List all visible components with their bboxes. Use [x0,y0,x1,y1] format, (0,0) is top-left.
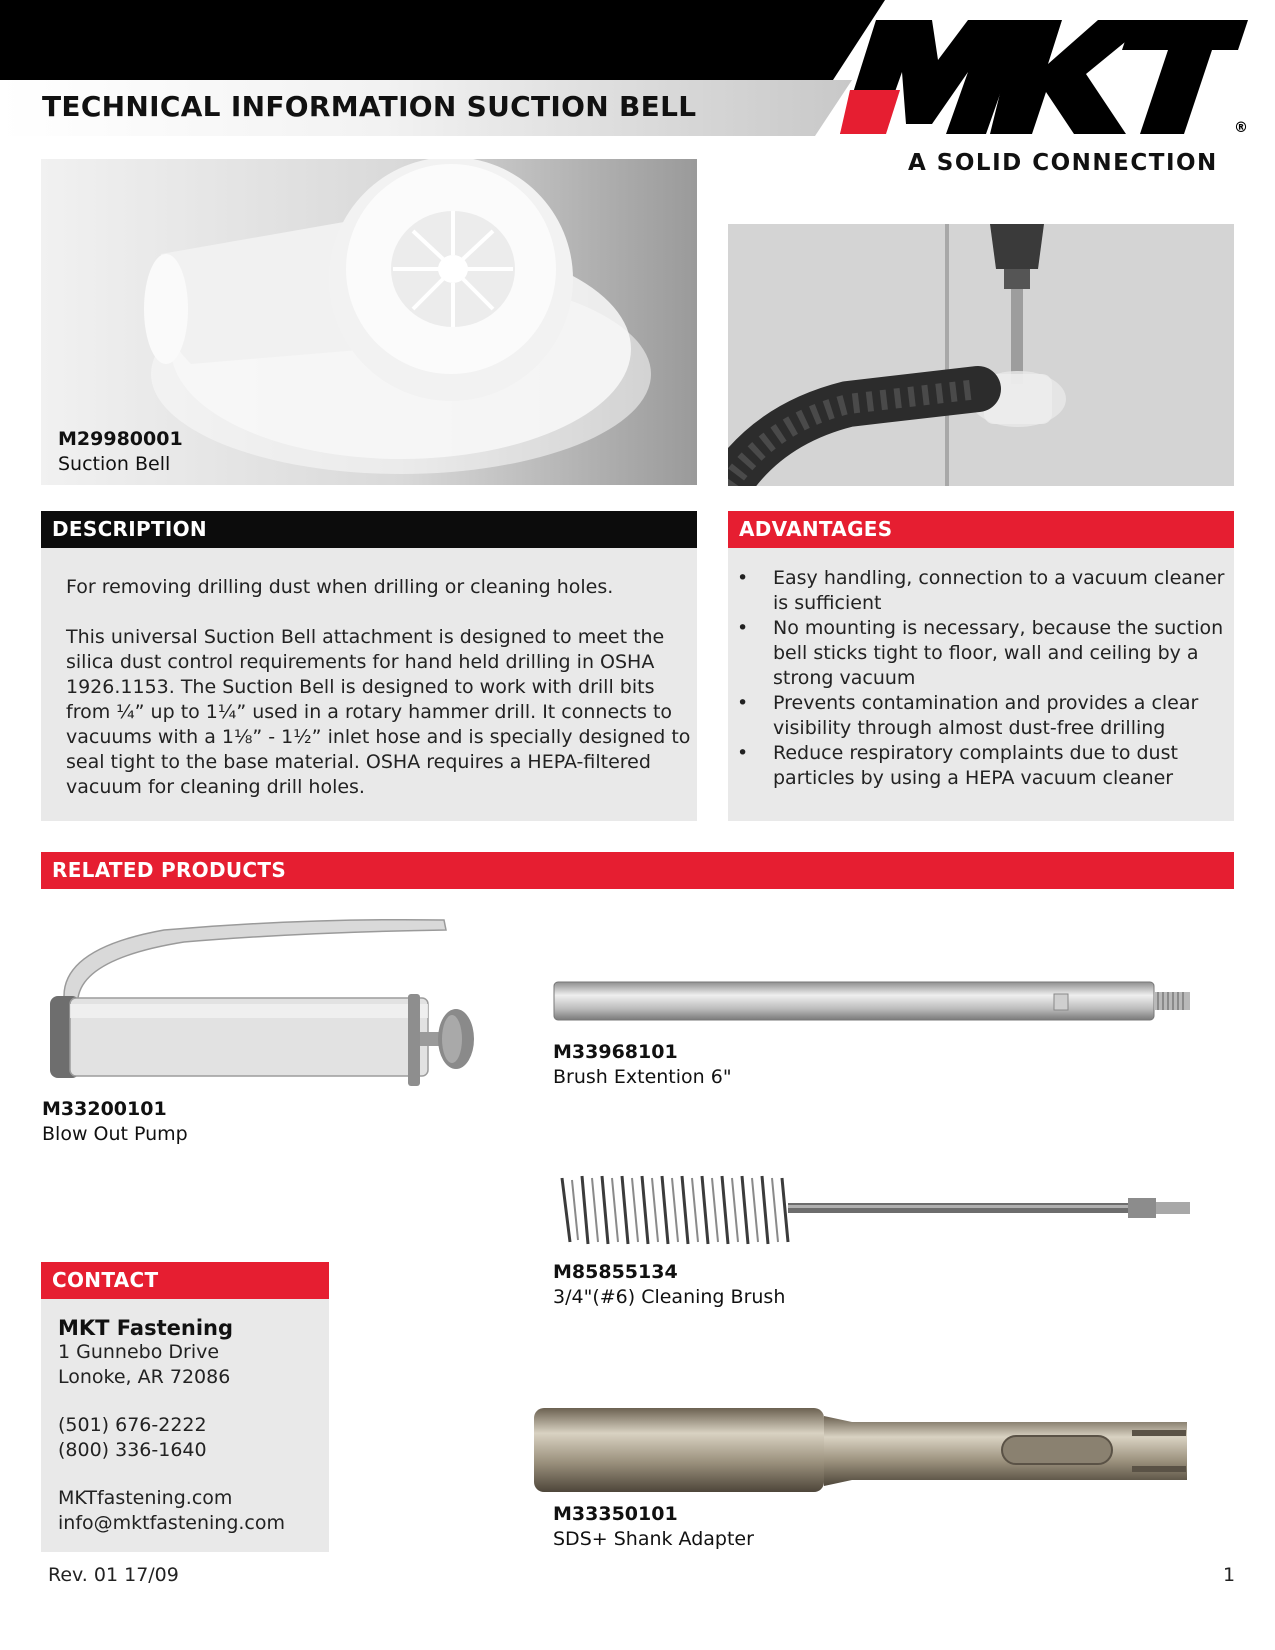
description-paragraph-2: This universal Suction Bell attachment is designed to meet the silica dust control requirements for hand held drilling in OSHA 1926.1153. The Suction Bell is designed to work with drill bits from ¼” up to 1¼” used in a rotary hammer drill. It connects to vacuums with a 1⅛” - 1½” inlet hose and is specially designed to seal tight to the base material. OSHA requires a HEPA-filtered vacuum for cleaning drill holes. [66,626,691,798]
related-product-name: Blow Out Pump [42,1123,188,1145]
related-product-code: M33200101 [42,1098,167,1120]
brush-extension-image [552,978,1192,1026]
related-product-code: M85855134 [553,1261,678,1283]
contact-address-line2: Lonoke, AR 72086 [58,1366,231,1388]
contact-website[interactable]: MKTfastening.com [58,1487,233,1509]
related-product-code: M33968101 [553,1041,678,1063]
page-number: 1 [1223,1564,1236,1586]
advantage-item: • Reduce respiratory complaints due to dust particles by using a HEPA vacuum cleaner [737,741,1227,791]
description-paragraph-1: For removing drilling dust when drilling or cleaning holes. [66,576,614,598]
blow-out-pump-image [44,918,474,1098]
main-product-code: M29980001 [58,428,183,450]
advantage-item: • Prevents contamination and provides a clear visibility through almost dust-free drilling [737,691,1227,741]
registered-mark: ® [1234,120,1248,136]
contact-address-line1: 1 Gunnebo Drive [58,1341,220,1363]
contact-heading: CONTACT [41,1262,329,1299]
contact-phone-2: (800) 336-1640 [58,1439,207,1461]
description-text [66,575,696,825]
related-product-name: 3/4"(#6) Cleaning Brush [553,1286,786,1308]
related-product-code: M33350101 [553,1503,678,1525]
related-product-name: Brush Extention 6" [553,1066,732,1088]
contact-email[interactable]: info@mktfastening.com [58,1512,286,1534]
main-product-name: Suction Bell [58,453,171,475]
description-heading: DESCRIPTION [41,511,697,548]
header-black-band [0,0,885,80]
cleaning-brush-image [552,1170,1192,1250]
contact-company: MKT Fastening [58,1316,234,1340]
contact-phone-1: (501) 676-2222 [58,1414,207,1436]
page-title: TECHNICAL INFORMATION SUCTION BELL [42,90,697,123]
logo-red-accent [840,90,900,134]
advantage-item: • No mounting is necessary, because the suction bell sticks tight to floor, wall and ceiling by a strong vacuum [737,616,1227,691]
tagline: A SOLID CONNECTION [908,150,1218,176]
revision-label: Rev. 01 17/09 [48,1564,179,1586]
related-product-name: SDS+ Shank Adapter [553,1528,754,1550]
sds-shank-adapter-image [532,1404,1192,1498]
mkt-logo [840,20,1250,138]
advantage-item: • Easy handling, connection to a vacuum cleaner is sufficient [737,566,1227,616]
related-products-heading: RELATED PRODUCTS [41,852,1234,889]
suction-bell-in-use-photo [728,224,1234,486]
advantages-list [737,566,1227,791]
advantages-heading: ADVANTAGES [728,511,1234,548]
